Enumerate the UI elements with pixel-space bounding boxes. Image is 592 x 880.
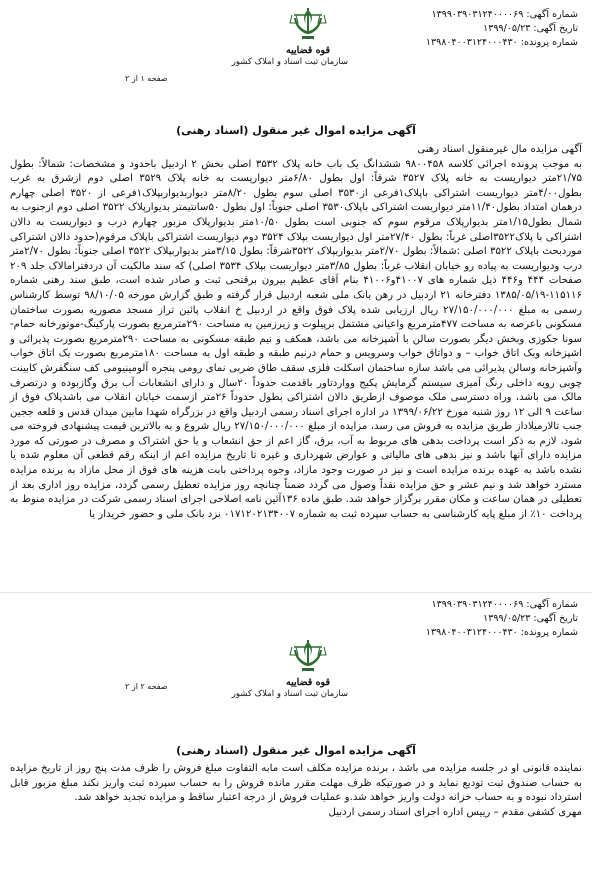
file-number: شماره پرونده: ۱۳۹۸۰۴۰۰۳۱۲۴۰۰۰۴۳۰ xyxy=(425,37,578,48)
notice-body xyxy=(10,762,582,820)
page-number: صفحه ۱ از ۲ xyxy=(125,74,168,83)
notice-title: آگهی مزایده اموال غیر منقول (اسناد رهنی) xyxy=(176,124,416,137)
page-number: صفحه ۲ از ۲ xyxy=(125,682,168,691)
organization-name: سازمان ثبت اسناد و املاک کشور xyxy=(231,57,348,67)
judiciary-logo xyxy=(231,4,348,67)
judiciary-name: قوه قضاییه xyxy=(285,45,330,56)
notice-title: آگهی مزایده اموال غیر منقول (اسناد رهنی) xyxy=(176,744,416,757)
notice-number: شماره آگهی: ۱۳۹۹۰۳۹۰۳۱۲۴۰۰۰۰۶۹ xyxy=(431,599,578,610)
notice-body xyxy=(10,143,582,522)
notice-signature: مهری کشفی مقدم – رییس اداره اجرای اسناد رسمی اردبیل xyxy=(328,806,582,818)
judiciary-emblem-icon xyxy=(286,636,330,676)
page-2-header xyxy=(426,598,578,640)
notice-date: تاریخ آگهی: ۱۳۹۹/۰۵/۲۳ xyxy=(483,23,578,34)
notice-page-2 xyxy=(0,592,592,880)
notice-paragraph: نماینده قانونی او در جلسه مزایده می باشد ، برنده مزایده مکلف است مابه التفاوت مبلغ فروش را ظرف مدت پنج روز از تاریخ مزایده به حساب صندوق ثبت تودیع نماید و در صورتیکه ظرف مهلت مقرر مانده فروش را به حساب سپرده ثبت واریز نکند مبلغ مزبور قابل استرداد نبوده و به حساب خزانه دولت واریز خواهد شد.و عملیات فروش از درجه اعتبار ساقط و مزایده تجدید خواهد شد. xyxy=(10,763,582,804)
notice-subtitle: آگهی مزایده مال غیرمنقول اسناد رهنی xyxy=(417,144,582,155)
file-number: شماره پرونده: ۱۳۹۸۰۴۰۰۳۱۲۴۰۰۰۴۳۰ xyxy=(425,627,578,638)
notice-date: تاریخ آگهی: ۱۳۹۹/۰۵/۲۳ xyxy=(483,613,578,624)
page-divider xyxy=(0,592,592,593)
judiciary-logo xyxy=(231,636,348,699)
organization-name: سازمان ثبت اسناد و املاک کشور xyxy=(231,689,348,699)
judiciary-name: قوه قضاییه xyxy=(285,677,330,688)
notice-number: شماره آگهی: ۱۳۹۹۰۳۹۰۳۱۲۴۰۰۰۰۶۹ xyxy=(431,9,578,20)
judiciary-emblem-icon xyxy=(286,4,330,44)
notice-paragraph: به موجب پرونده اجرائی کلاسه ۹۸۰۰۴۵۸ ششدانگ یک باب خانه پلاک ۳۵۳۲ اصلی بخش ۲ اردبیل باحدود و مشخصات: شمالاً: بطول ۲۱/۷۵متر دیواریست به خانه پلاک ۳۵۲۷ شرقاً: اول بطول ۶/۸۰متر دیواریست به خانه پلاک ۳۵۲۹ اصلی دوم ازشرق به غرب بطول۴/۰۰متر دیواریست اشتراکی باپلاک۱فرعی از۳۵۳۰ اصلی سوم بطول ۸/۲۰متر دیواربدیواربپلاک۱فرعی از ۳۵۲۰ اصلی چهارم درهمان امتداد بطول۱۱/۴۰متر دیواریست اشتراکی باپلاک۳۵۳۰ اصلی جنوباً: اول بطول ۵۰سانتیمتر بدیوارپلاک ۳۵۲۲ اصلی دوم ازجنوب به شمال بطول۱/۱۵متر بدیوارپلاک مرقوم سوم که جنوبی است بطول ۱۰/۵۰متر بدیوارپلاک مزبور چهارم درب و دیواریست به دالان اشتراکی با پلاک۳۵۲۲اصلی غرباً: بطول ۲۷/۴۰متر اول دیواریست بپلاک ۳۵۲۴ دوم دیواریست اشتراکی باپلاک مرقوم(حدود دالان اشتراکی موردبحث باپلاک ۳۵۲۲ اصلی :شمالاً: بطول ۲/۷۰متر بدیواربپلاک ۳۵۲۲شرقاً: بطول ۳/۱۵متر بدیواربپلاک ۳۵۲۲ اصلی جنوباً: بطول ۲/۷۰متر درب ودیواریست به پیاده رو خیابان انقلاب غرباً: بطول ۳/۸۵متر دیواریست بپلاک ۳۵۳۴ اصلی) که سند مالکیت آن دردفترامالاک جلد ۲۰۹ صفحات ۴۴۴ و۴۴۶ ذیل شماره های ۴۱۰۰۷و۴۱۰۰۶ بنام آقای عظیم بیرون برقتحی ثبت و صادر شده است، طبق سند رهنی شماره ۱۱۵۱۱۶-۱۳۸۵/۰۵/۱۹ دفترخانه ۲۱ اردبیل در رهن بانک ملی شعبه اردبیل قرار گرفته و طبق گزارش مورخه ۹۸/۱۰/۰۵ توسط کارشناس رسمی به مبلغ ۲۷/۱۵۰/۰۰۰/۰۰۰ ریال ارزیابی شده پلاک فوق واقع در اردبیل خ انقلاب پائین تراز مسجد مصوریه بصورت ساختمان مسکونی باعرصه به مساحت ۴۷۷مترمربع واعیانی مشتمل برپیلوت و زیرزمین به مساحت ۲۹۰مترمربع بصورت پارکینگ-موتورخانه حمام-سونا جکوزی وبخش دیگر بصورت سالن با آشپزخانه می باشد، همکف و نیم طبقه مسکونی به مساحت ۲۹۰مترمربع بصورت پذیرائی و اشپزخانه وبک اتاق خواب – و دواتاق خواب وسرویس و حمام درنیم طبقه و طبقه اول به مساحت ۱۸۰مترمربع بصورت یک اتاق خواب وآشپزخانه وسالن پذیرائی می باشد سازه ساختمان اسکلت فلزی سقف طاق ضربی نمای رومی پنجره آلومینیومی کف سنگفرش کابینت چوبی رویه داخلی رنگ آمیزی سیستم گرمایش پکیج وواردتاور باقدمت حدوداً ۲۰سال و دارای انشعابات آب برق وگازبوده و درتصرف مالک می باشد، وراه دسترسی ملک موصوف ازطریق دالان اشتراکی بطول حدوداً ۲۶متر ازسمت خیابان انقلاب می باشدپلاک فوق از ساعت ۹ الی ۱۲ روز شنبه مورخ ۱۳۹۹/۰۶/۲۲ در اداره اجرای اسناد رسمی اردبیل واقع در بزرگراه شهدا مابین میدان قدس و قلعه ججین جنب تالارمیلاداز طریق مزایده به فروش می رسد، مزایده از مبلغ ۲۷/۱۵۰/۰۰۰/۰۰۰ ریال شروع و به بالاترین قیمت پیشنهادی فروخته می شود، لازم به ذکر است پرداخت بدهی های مربوط به آب، برق، گاز اعم از حق انشعاب و یا حق اشتراک و مصرف در صورتی که مورد مزایده دارای آنها باشد و نیز بدهی های مالیاتی و عوارض شهرداری و غیره تا تاریخ مزایده اعم از اینکه رقم قطعی آن معلوم شده یا نشده باشد به عهده برنده مزایده است و نیز در صورت وجود مازاد، وجوه پرداختی بابت هزینه های فوق از محل مازاد به برنده مزایده مسترد خواهد شد و نیم عشر و حق مزایده نقداً وصول می گردد ضمناً چنانچه روز مزایده تعطیل رسمی گردد، مزایده روز اداری بعد از تعطیلی در همان ساعت و مکان مقرر برگزار خواهد شد. طبق ماده ۱۳۶آئین نامه اصلاحی اجرای اسناد رسمی شرکت در مزایده منوط به پرداخت ۱۰٪ از مبلغ پایه کارشناسی به حساب سپرده ثبت به شماره ۰۱۷۱۲۰۲۱۳۴۰۰۷ نزد بانک ملی و حضور خریدار یا xyxy=(10,158,583,520)
page-1-header xyxy=(426,8,578,50)
